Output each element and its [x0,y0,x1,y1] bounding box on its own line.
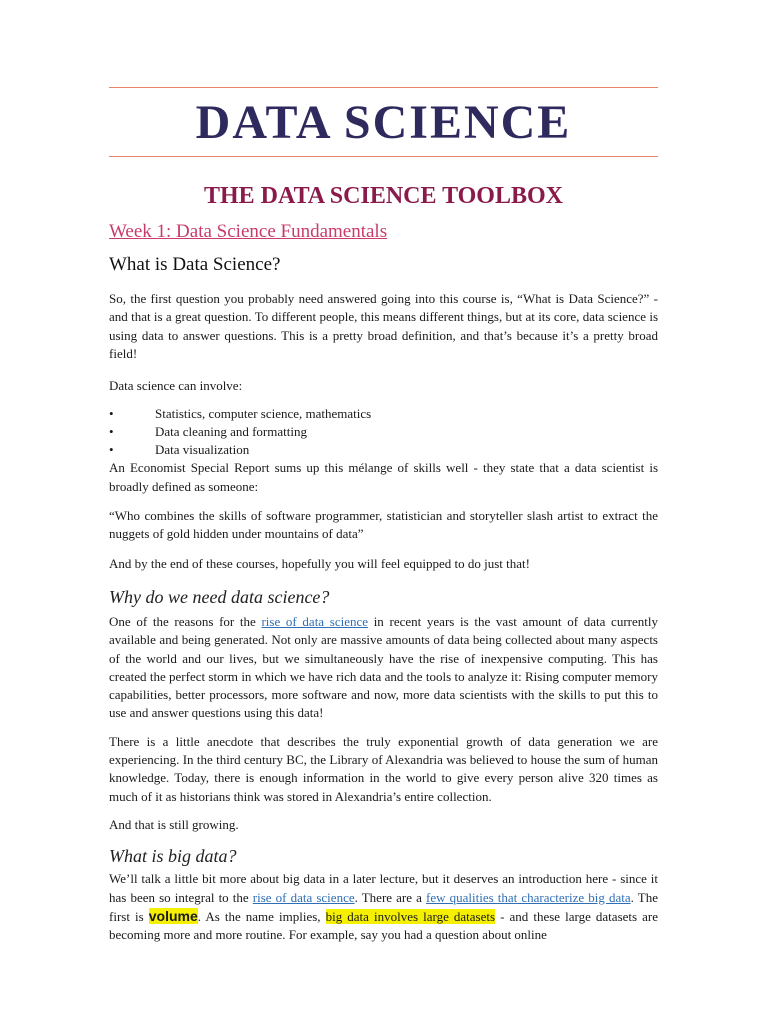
document-body [109,252,658,944]
rise-of-data-science-link[interactable]: rise of data science [261,613,369,629]
paragraph: We’ll talk a little bit more about big data in a later lecture, but it deserves an introduction here - since it has been so integral to the rise of data science. There are a few qualities that characterize big data. The first is volume. As the name implies, big data involves large datasets - and these large datasets are becoming more and more routine. For example, say you had a question about online [109,871,658,943]
quote-paragraph: “Who combines the skills of software programmer, statistician and storyteller slash artist to extract the nuggets of gold hidden under mountains of data” [109,508,658,542]
list-item: • Statistics, computer science, mathematics [109,406,372,422]
paragraph: So, the first question you probably need answered going into this course is, “What is Data Science?” - and that is a great question. To different people, this means different things, but at its core, data science is using data to answer questions. This is a pretty broad definition, and that’s because it’s a pretty broad field! [109,291,658,361]
paragraph: And by the end of these courses, hopefully you will feel equipped to do just that! [109,555,530,571]
paragraph: An Economist Special Report sums up this mélange of skills well - they state that a data scientist is broadly defined as someone: [109,460,658,494]
title-bottom-rule [109,156,658,157]
section-heading-what-is-data-science: What is Data Science? [109,254,281,275]
paragraph: One of the reasons for the rise of data science in recent years is the vast amount of data currently available and being generated. Not only are massive amounts of data being collected about many aspects of the world and our lives, but we simultaneously have the rise of inexpensive computing. This has created the perfect storm in which we have rich data and the tools to analyze it: Rising computer memory capabilities, better processors, more software and now, more data scientists with the skills to put this to use and answer questions using this data! [109,613,658,721]
rise-of-data-science-link-2[interactable]: rise of data science [252,889,355,905]
paragraph: There is a little anecdote that describes the truly exponential growth of data generation we are experiencing. In the third century BC, the Library of Alexandria was believed to house the sum of human knowledge. Today, there is enough information in the world to give every person alive 320 times as much of it as historians think was stored in Alexandria’s entire collection. [109,733,658,804]
volume-highlight: volume [148,907,198,924]
paragraph: And that is still growing. [109,816,239,832]
paragraph: Data science can involve: [109,378,243,394]
large-datasets-highlight: big data involves large datasets [325,908,496,924]
list-item: • Data cleaning and formatting [109,424,307,440]
section-heading-why-need-data-science: Why do we need data science? [109,586,330,607]
title-top-rule [109,87,658,88]
bullet-marker: • [109,442,114,458]
bullet-marker: • [109,406,114,422]
big-data-qualities-link[interactable]: few qualities that characterize big data [426,889,631,905]
document-subtitle: THE DATA SCIENCE TOOLBOX [204,183,563,209]
bullet-list [109,405,658,459]
document-title: DATA SCIENCE [195,96,572,149]
bullet-marker: • [109,424,114,440]
section-heading-what-is-big-data: What is big data? [109,846,237,867]
list-item: • Data visualization [109,442,250,458]
week-heading: Week 1: Data Science Fundamentals [109,221,388,242]
